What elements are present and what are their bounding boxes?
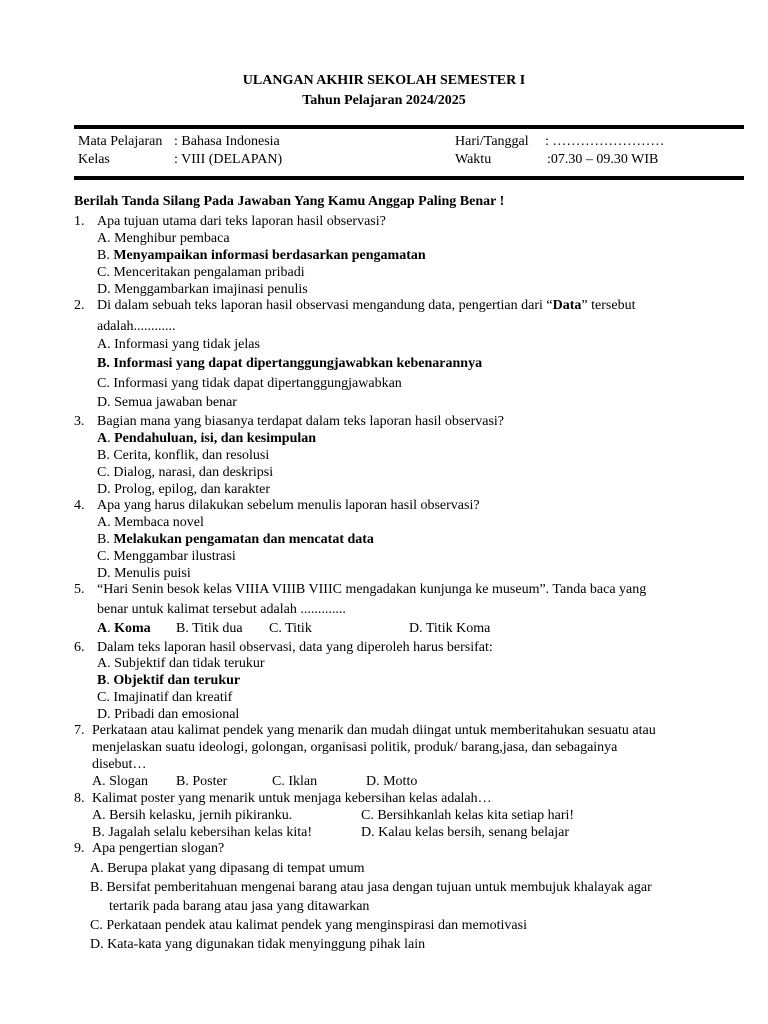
question-text-line3: disebut… <box>92 757 147 772</box>
question-text: Kalimat poster yang menarik untuk menjaga kebersihan kelas adalah… <box>92 791 492 806</box>
exam-title: ULANGAN AKHIR SEKOLAH SEMESTER I <box>242 73 526 88</box>
option-b: B. Jagalah selalu kebersihan kelas kita! <box>92 825 313 840</box>
question-number: 9. <box>74 841 85 856</box>
answer-letter: B <box>97 673 107 688</box>
answer-letter: A <box>97 431 108 446</box>
bottom-divider <box>74 176 744 180</box>
option-a: A. Slogan <box>92 774 148 789</box>
class-value: : VIII (DELAPAN) <box>174 152 283 167</box>
option-c: C. Bersihkanlah kelas kita setiap hari! <box>361 808 575 823</box>
option-d: D. Pribadi dan emosional <box>97 707 240 722</box>
question-text: Apa pengertian slogan? <box>92 841 225 856</box>
question-6 <box>74 639 493 656</box>
option-a: A. Informasi yang tidak jelas <box>97 337 260 352</box>
answer-letter: B <box>97 248 107 263</box>
option-c: C. Titik <box>269 621 312 636</box>
option-d: D. Semua jawaban benar <box>97 395 237 410</box>
question-text-bold: Data <box>552 298 582 313</box>
answer-letter: B <box>97 532 107 547</box>
question-text: Apa tujuan utama dari teks laporan hasil observasi? <box>97 214 386 229</box>
option-b: B. Informasi yang dapat dipertanggungjawabkan kebenarannya <box>97 356 483 371</box>
question-text: Bagian mana yang biasanya terdapat dalam teks laporan hasil observasi? <box>97 414 505 429</box>
question-number: 4. <box>74 498 85 513</box>
time-value: :07.30 – 09.30 WIB <box>547 152 659 167</box>
question-text: Apa yang harus dilakukan sebelum menulis laporan hasil observasi? <box>97 498 480 513</box>
question-4 <box>74 497 480 514</box>
question-number: 3. <box>74 414 85 429</box>
option-a: A. Menghibur pembaca <box>97 231 230 246</box>
option-d: D. Kata-kata yang digunakan tidak menyinggung pihak lain <box>90 937 426 952</box>
option-c: C. Iklan <box>272 774 318 789</box>
option-b: B. Melakukan pengamatan dan mencatat data <box>97 532 374 547</box>
question-2 <box>74 297 635 314</box>
answer-text: Objektif dan terukur <box>113 673 241 688</box>
option-b: B. Menyampaikan informasi berdasarkan pengamatan <box>97 248 426 263</box>
question-7 <box>74 722 656 739</box>
answer-letter: A <box>97 621 108 636</box>
question-text-line2: benar untuk kalimat tersebut adalah ............. <box>97 602 346 617</box>
question-8 <box>74 790 492 807</box>
top-divider <box>74 125 744 129</box>
instruction: Berilah Tanda Silang Pada Jawaban Yang Kamu Anggap Paling Benar ! <box>74 194 505 209</box>
option-b: B. Poster <box>176 774 228 789</box>
question-text: Dalam teks laporan hasil observasi, data yang diperoleh harus bersifat: <box>97 640 493 655</box>
option-c: C. Dialog, narasi, dan deskripsi <box>97 465 274 480</box>
answer-text: Pendahuluan, isi, dan kesimpulan <box>114 431 317 446</box>
question-number: 7. <box>74 723 85 738</box>
question-3 <box>74 413 504 430</box>
option-d: D. Titik Koma <box>409 621 491 636</box>
class-label: Kelas <box>78 152 110 167</box>
option-d: D. Menulis puisi <box>97 566 191 581</box>
question-text-line2: adalah............ <box>97 319 176 334</box>
question-number: 2. <box>74 298 85 313</box>
question-text-post: ” tersebut <box>581 298 636 313</box>
question-text: “Hari Senin besok kelas VIIIA VIIIB VIIIC mengadakan kunjunga ke museum”. Tanda baca yang <box>97 582 647 597</box>
option-b: B. Cerita, konflik, dan resolusi <box>97 448 270 463</box>
time-label: Waktu <box>455 152 492 167</box>
option-d: D. Menggambarkan imajinasi penulis <box>97 282 308 297</box>
option-a: A. Pendahuluan, isi, dan kesimpulan <box>97 431 317 446</box>
option-a: A. Berupa plakat yang dipasang di tempat umum <box>90 861 365 876</box>
question-5 <box>74 581 646 598</box>
option-b: B. Bersifat pemberitahuan mengenai barang atau jasa dengan tujuan untuk membujuk khalayak agar <box>90 880 652 895</box>
question-9 <box>74 840 224 857</box>
answer-text: Melakukan pengamatan dan mencatat data <box>113 532 374 547</box>
subject-label: Mata Pelajaran <box>78 134 163 149</box>
question-text-line2: menjelaskan suatu ideologi, golongan, organisasi politik, produk/ barang,jasa, dan sebagainya <box>92 740 618 755</box>
question-number: 5. <box>74 582 85 597</box>
option-d: D. Kalau kelas bersih, senang belajar <box>361 825 569 840</box>
question-number: 1. <box>74 214 85 229</box>
option-c: C. Menceritakan pengalaman pribadi <box>97 265 305 280</box>
date-label: Hari/Tanggal <box>455 134 529 149</box>
option-a: A. Membaca novel <box>97 515 204 530</box>
question-text-pre: Di dalam sebuah teks laporan hasil observasi mengandung data, pengertian dari “ <box>97 298 553 313</box>
option-b: B. Objektif dan terukur <box>97 673 241 688</box>
option-a: A. Bersih kelasku, jernih pikiranku. <box>92 808 293 823</box>
option-a: A. Koma <box>97 621 151 636</box>
question-number: 8. <box>74 791 85 806</box>
option-b: B. Titik dua <box>176 621 243 636</box>
option-d: D. Motto <box>366 774 418 789</box>
option-d: D. Prolog, epilog, dan karakter <box>97 482 271 497</box>
question-text: Perkataan atau kalimat pendek yang menarik dan mudah diingat untuk memberitahukan sesuatu atau <box>92 723 656 738</box>
subject-value: : Bahasa Indonesia <box>174 134 280 149</box>
option-c: C. Perkataan pendek atau kalimat pendek yang menginspirasi dan memotivasi <box>90 918 527 933</box>
question-1 <box>74 213 386 230</box>
exam-subtitle: Tahun Pelajaran 2024/2025 <box>302 93 466 108</box>
option-a: A. Subjektif dan tidak terukur <box>97 656 265 671</box>
date-value: : …………………… <box>545 134 665 149</box>
option-b-continued: tertarik pada barang atau jasa yang ditawarkan <box>109 899 370 914</box>
question-number: 6. <box>74 640 85 655</box>
option-c: C. Informasi yang tidak dapat dipertanggungjawabkan <box>97 376 402 391</box>
option-c: C. Imajinatif dan kreatif <box>97 690 233 705</box>
answer-text: Menyampaikan informasi berdasarkan pengamatan <box>113 248 426 263</box>
option-c: C. Menggambar ilustrasi <box>97 549 236 564</box>
answer-text: Koma <box>114 621 151 636</box>
